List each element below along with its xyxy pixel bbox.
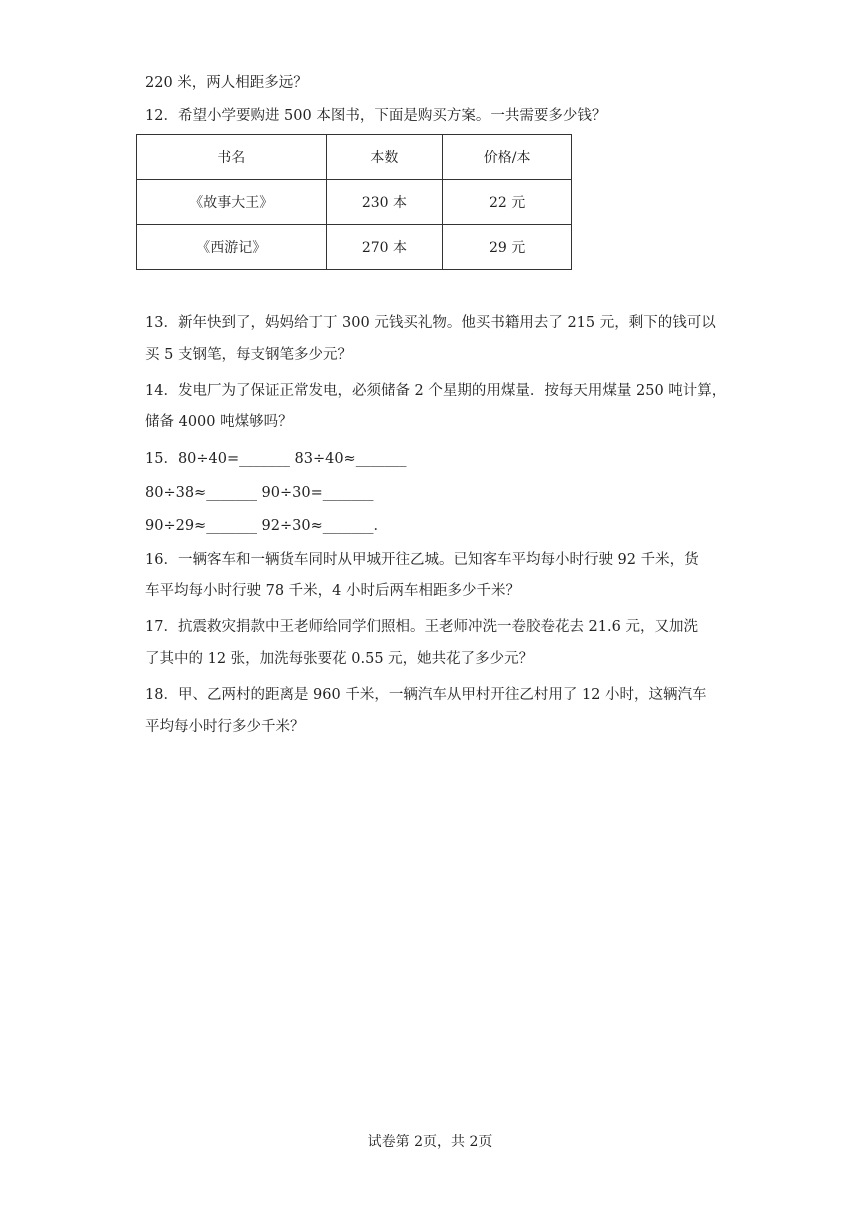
table-cell: 《西游记》: [137, 225, 327, 270]
question-17-line-1: 17．抗震救灾捐款中王老师给同学们照相。王老师冲洗一卷胶卷花去 21.6 元，又加洗: [145, 619, 698, 635]
table-cell: 22 元: [443, 180, 572, 225]
q11-continuation: 220 米，两人相距多远？: [145, 75, 308, 91]
question-15-line-1: 15．80÷40=_______ 83÷40≈_______: [145, 451, 407, 467]
question-15-line-2: 80÷38≈_______ 90÷30=_______: [145, 485, 374, 501]
table-cell: 29 元: [443, 225, 572, 270]
question-18-line-1: 18．甲、乙两村的距离是 960 千米，一辆汽车从甲村开往乙村用了 12 小时，这辆汽车: [145, 687, 707, 703]
question-16-line-1: 16．一辆客车和一辆货车同时从甲城开往乙城。已知客车平均每小时行驶 92 千米，货: [145, 552, 699, 568]
question-13-line-1: 13．新年快到了，妈妈给丁丁 300 元钱买礼物。他买书籍用去了 215 元，剩下的钱可以: [145, 315, 716, 331]
table-cell: 《故事大王》: [137, 180, 327, 225]
question-14-line-2: 储备 4000 吨煤够吗？: [145, 414, 293, 430]
table-row: [137, 225, 572, 270]
table-cell: 230 本: [326, 180, 443, 225]
table-header-row: [137, 135, 572, 180]
page-footer: 试卷第 2页，共 2页: [367, 1134, 493, 1150]
table-cell: 270 本: [326, 225, 443, 270]
question-13-line-2: 买 5 支钢笔，每支钢笔多少元？: [145, 347, 352, 363]
table-header-cell: 本数: [326, 135, 443, 180]
question-14-line-1: 14．发电厂为了保证正常发电，必须储备 2 个星期的用煤量．按每天用煤量 250 吨计算，: [145, 383, 727, 399]
question-12: 12．希望小学要购进 500 本图书，下面是购买方案。一共需要多少钱？: [145, 108, 607, 124]
table-header-cell: 价格/本: [443, 135, 572, 180]
table-row: [137, 180, 572, 225]
question-15-line-3: 90÷29≈_______ 92÷30≈_______．: [145, 518, 389, 534]
book-purchase-table: [136, 134, 572, 270]
question-18-line-2: 平均每小时行多少千米？: [145, 719, 305, 735]
question-17-line-2: 了其中的 12 张，加洗每张要花 0.55 元，她共花了多少元？: [145, 651, 534, 667]
table-header-cell: 书名: [137, 135, 327, 180]
question-16-line-2: 车平均每小时行驶 78 千米，4 小时后两车相距多少千米？: [145, 583, 521, 599]
